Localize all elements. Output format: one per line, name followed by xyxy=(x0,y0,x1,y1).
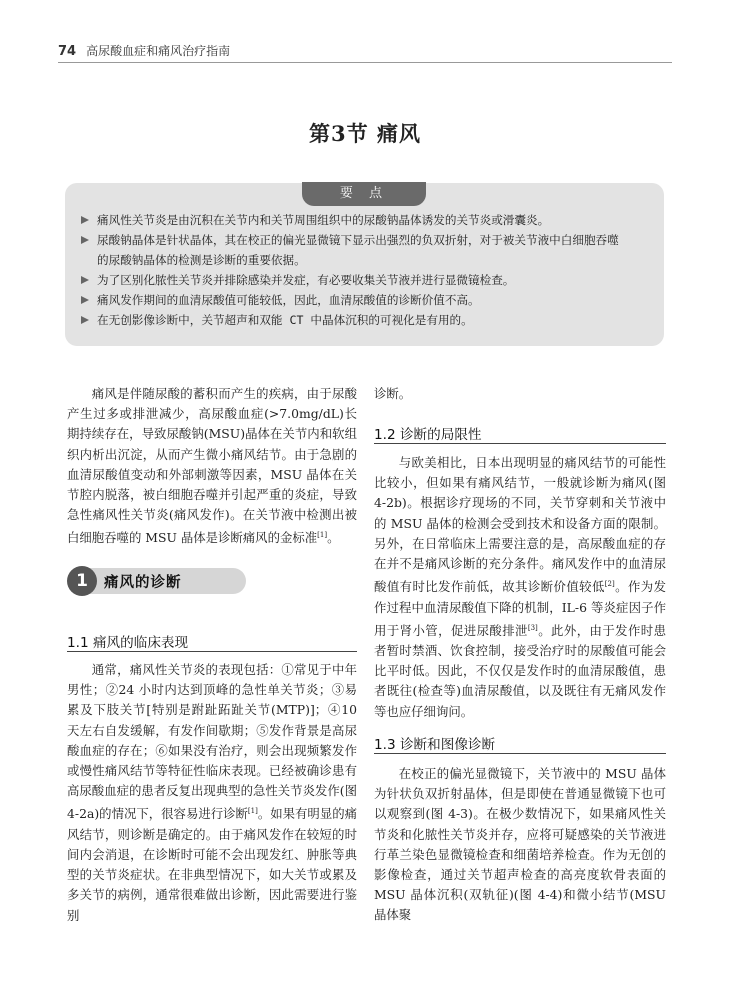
key-points-list xyxy=(79,210,659,330)
continued-text: 诊断。 xyxy=(374,386,412,401)
key-point-item: 痛风发作期间的血清尿酸值可能较低，因此，血清尿酸值的诊断价值不高。 xyxy=(79,290,659,310)
subsection-rule xyxy=(374,753,666,754)
running-header xyxy=(58,42,230,59)
paragraph-1-1 xyxy=(67,660,357,926)
subsection-title-1-3: 1.3 诊断和图像诊断 xyxy=(374,737,496,753)
page-number: 74 xyxy=(58,44,77,59)
key-point-item: 痛风性关节炎是由沉积在关节内和关节周围组织中的尿酸钠晶体诱发的关节炎或滑囊炎。 xyxy=(79,210,659,230)
paragraph-text: 。如果有明显的痛风结节，则诊断是确定的。由于痛风发作在较短的时间内会消退，在诊断时可能不会出现发红、肿胀等典型的关节炎症状。在非典型情况下，如大关节或累及多关节的病例，通常很难做出诊断，因此需要进行鉴别 xyxy=(67,806,357,923)
intro-text: 痛风是伴随尿酸的蓄积而产生的疾病，由于尿酸产生过多或排泄减少，高尿酸血症(>7.0mg/dL)长期持续存在，导致尿酸钠(MSU)晶体在关节内和软组织内析出沉淀，从而产生微小痛风结节。由于急剧的血清尿酸值变动和外部刺激等因素，MSU 晶体在关节腔内脱落，被白细胞吞噬并引起严重的炎症，导致急性痛风性关节炎(痛风发作)。在关节液中检测出被白细胞吞噬的 MSU 晶体是诊断痛风的金标准 xyxy=(67,386,357,546)
key-point-item: 为了区别化脓性关节炎并排除感染并发症，有必要收集关节液并进行显微镜检查。 xyxy=(79,270,659,290)
subsection-rule xyxy=(374,443,666,444)
citation: [1] xyxy=(247,807,258,816)
citation: [3] xyxy=(527,623,538,632)
key-point-line: 尿酸钠晶体是针状晶体，其在校正的偏光显微镜下显示出强烈的负双折射，对于被关节液中白细胞吞噬 xyxy=(97,233,619,247)
key-point-item: 在无创影像诊断中，关节超声和双能 CT 中晶体沉积的可视化是有用的。 xyxy=(79,310,659,330)
paragraph-1-3: 在校正的偏光显微镜下，关节液中的 MSU 晶体为针状负双折射晶体，但是即使在普通显微镜下也可以观察到(图 4-3)。在极少数情况下，如果痛风性关节炎和化脓性关节炎并存，应将可疑感染的关节液进行革兰染色显微镜检查和细菌培养检查。作为无创的影像检查，通过关节超声检查的高亮度软骨表面的 MSU 晶体沉积(双轨征)(图 4-4)和微小结节(MSU 晶体聚 xyxy=(374,766,666,923)
subsection-rule xyxy=(67,651,357,652)
header-rule xyxy=(58,62,672,63)
book-title: 高尿酸血症和痛风治疗指南 xyxy=(86,44,231,58)
intro-end: 。 xyxy=(327,530,340,546)
paragraph-text: 。作为发作过程中血清尿酸值下降的机制，IL-6 等炎症因子作用于肾小管，促进尿酸排泄 xyxy=(374,579,667,638)
key-points-tab: 要 点 xyxy=(302,182,426,206)
paragraph-text: 。此外，由于发作时患者暂时禁酒、饮食控制，接受治疗时的尿酸值可能会比平时低。因此，不仅仅是发作时的血清尿酸值，患者既往(检查等)血清尿酸值，以及既往有无痛风发作等也应仔细询问。 xyxy=(374,622,667,719)
paragraph-1-2 xyxy=(374,453,666,722)
subsection-title-1-2: 1.2 诊断的局限性 xyxy=(374,427,482,443)
h1-title: 痛风的诊断 xyxy=(104,575,182,591)
subsection-title-1-1: 1.1 痛风的临床表现 xyxy=(67,635,189,651)
paragraph-text: 与欧美相比，日本出现明显的痛风结节的可能性比较小，但如果有痛风结节，一般就诊断为痛风(图 4-2b)。根据诊疗现场的不同，关节穿刺和关节液中的 MSU 晶体的检测会受到技术和设备方面的限制。另外，在日常临床上需要注意的是，高尿酸血症的存在并不是痛风诊断的充分条件。痛风发作中的血清尿酸值有时比发作前低，故其诊断价值较低 xyxy=(374,455,666,595)
key-point-line: 的尿酸钠晶体的检测是诊断的重要依据。 xyxy=(97,253,306,267)
citation: [2] xyxy=(604,580,615,589)
key-point-item xyxy=(79,230,659,270)
section-title: 第3节 痛风 xyxy=(309,121,421,146)
intro-paragraph xyxy=(67,384,357,549)
citation: [1] xyxy=(317,531,328,540)
h1-number-badge: 1 xyxy=(67,566,97,596)
paragraph-text: 通常，痛风性关节炎的表现包括：①常见于中年男性；②24 小时内达到顶峰的急性单关节炎；③易累及下肢关节[特别是跗趾跖趾关节(MTP)]；④10 天左右自发缓解，有发作间歇期；⑤发作背景是高尿酸血症的存在；⑥如果没有治疗，则会出现频繁发作或慢性痛风结节等特征性临床表现。已经被确诊患有高尿酸血症的患者反复出现典型的急性关节炎发作(图 4-2a)的情况下，很容易进行诊断 xyxy=(67,662,357,822)
